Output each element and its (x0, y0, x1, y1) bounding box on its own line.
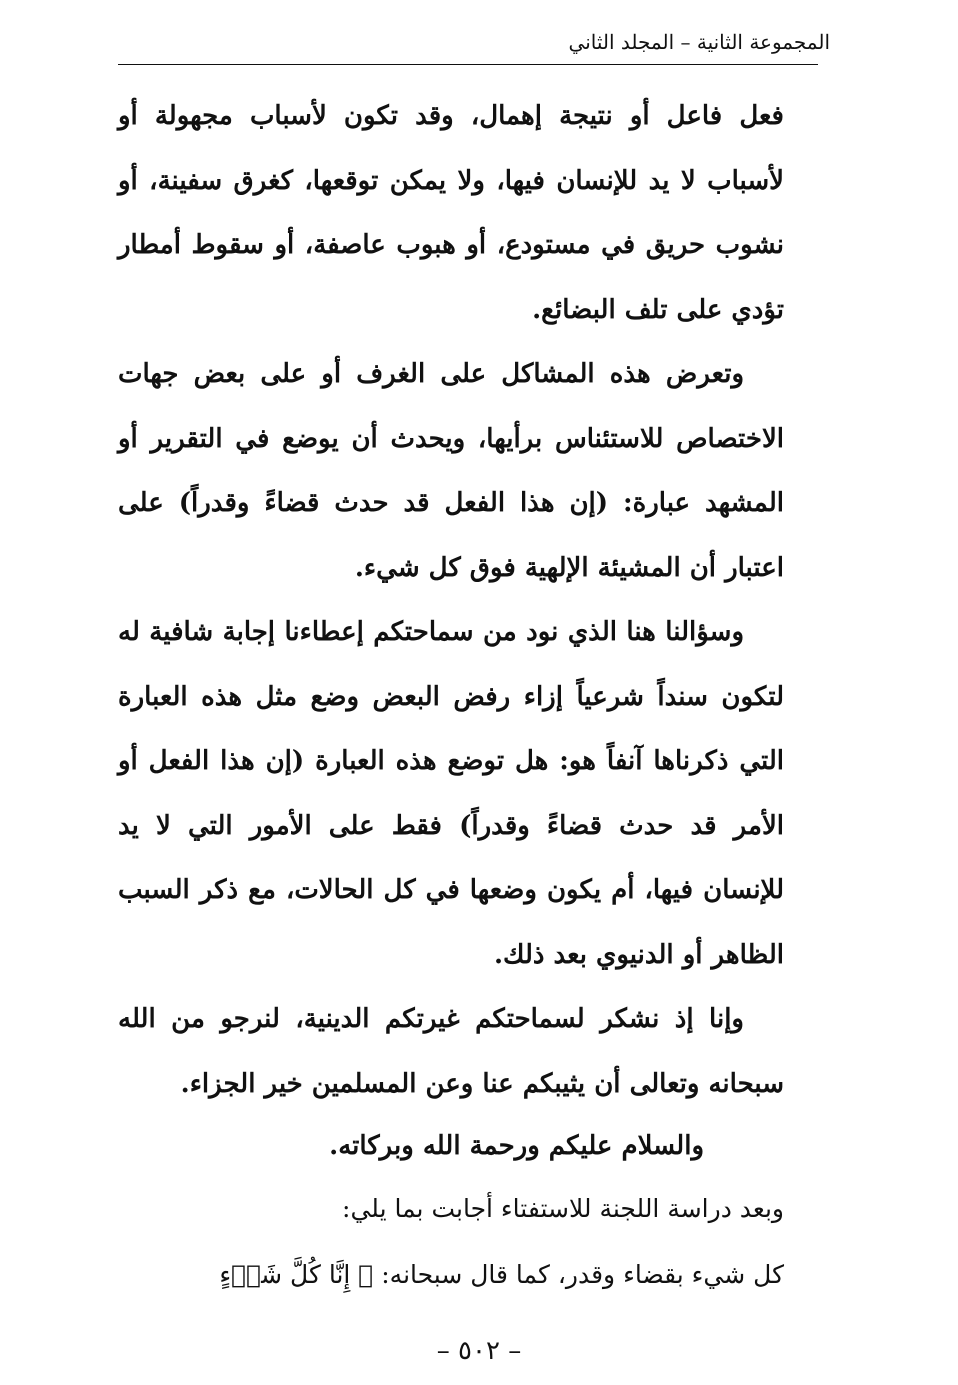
page-number: – ٥٠٢ – (436, 1336, 522, 1366)
answer-start: كل شيء بقضاء وقدر، كما قال سبحانه: ﴿ إِنَّا كُلَّ شَىۡءٍ (219, 1260, 784, 1289)
paragraph-3: وسؤالنا هنا الذي نود من سماحتكم إعطاءنا إجابة شافية له لتكون سنداً شرعياً إزاء رفض البعض وضع مثل هذه العبارة التي ذكرناها آنفاً هو: هل توضع هذه العبارة (إن هذا الفعل أو الأمر قد حدث قضاءً وقدراً) فقط على الأمور التي لا يد للإنسان فيها، أم يكون وضعها في كل الحالات، مع ذكر السبب الظاهر أو الدنيوي بعد ذلك. (118, 617, 785, 970)
paragraph-2: وتعرض هذه المشاكل على الغرف أو على بعض جهات الاختصاص للاستئناس برأيها، ويحدث أن يوضع في التقرير أو المشهد عبارة: (إن هذا الفعل قد حدث قضاءً وقدراً) على اعتبار أن المشيئة الإلهية فوق كل شيء. (118, 359, 784, 583)
page-body (118, 84, 784, 1308)
header-rule (118, 64, 818, 65)
closing-greeting: والسلام عليكم ورحمة الله وبركاته. (329, 1131, 704, 1161)
answer-intro: وبعد دراسة اللجنة للاستفتاء أجابت بما يلي: (342, 1194, 784, 1223)
running-head-title: المجموعة الثانية – المجلد الثاني (568, 30, 830, 54)
paragraph-1: فعل فاعل أو نتيجة إهمال، وقد تكون لأسباب مجهولة أو لأسباب لا يد للإنسان فيها، ولا يمكن توقعها، كغرق سفينة، أو نشوب حريق في مستودع، أو هبوب عاصفة، أو سقوط أمطار تؤدي على تلف البضائع. (118, 101, 784, 325)
paragraph-4: وإنا إذ نشكر لسماحتكم غيرتكم الدينية، لنرجو من الله سبحانه وتعالى أن يثيبكم عنا وعن المسلمين خير الجزاء. (118, 1004, 784, 1099)
